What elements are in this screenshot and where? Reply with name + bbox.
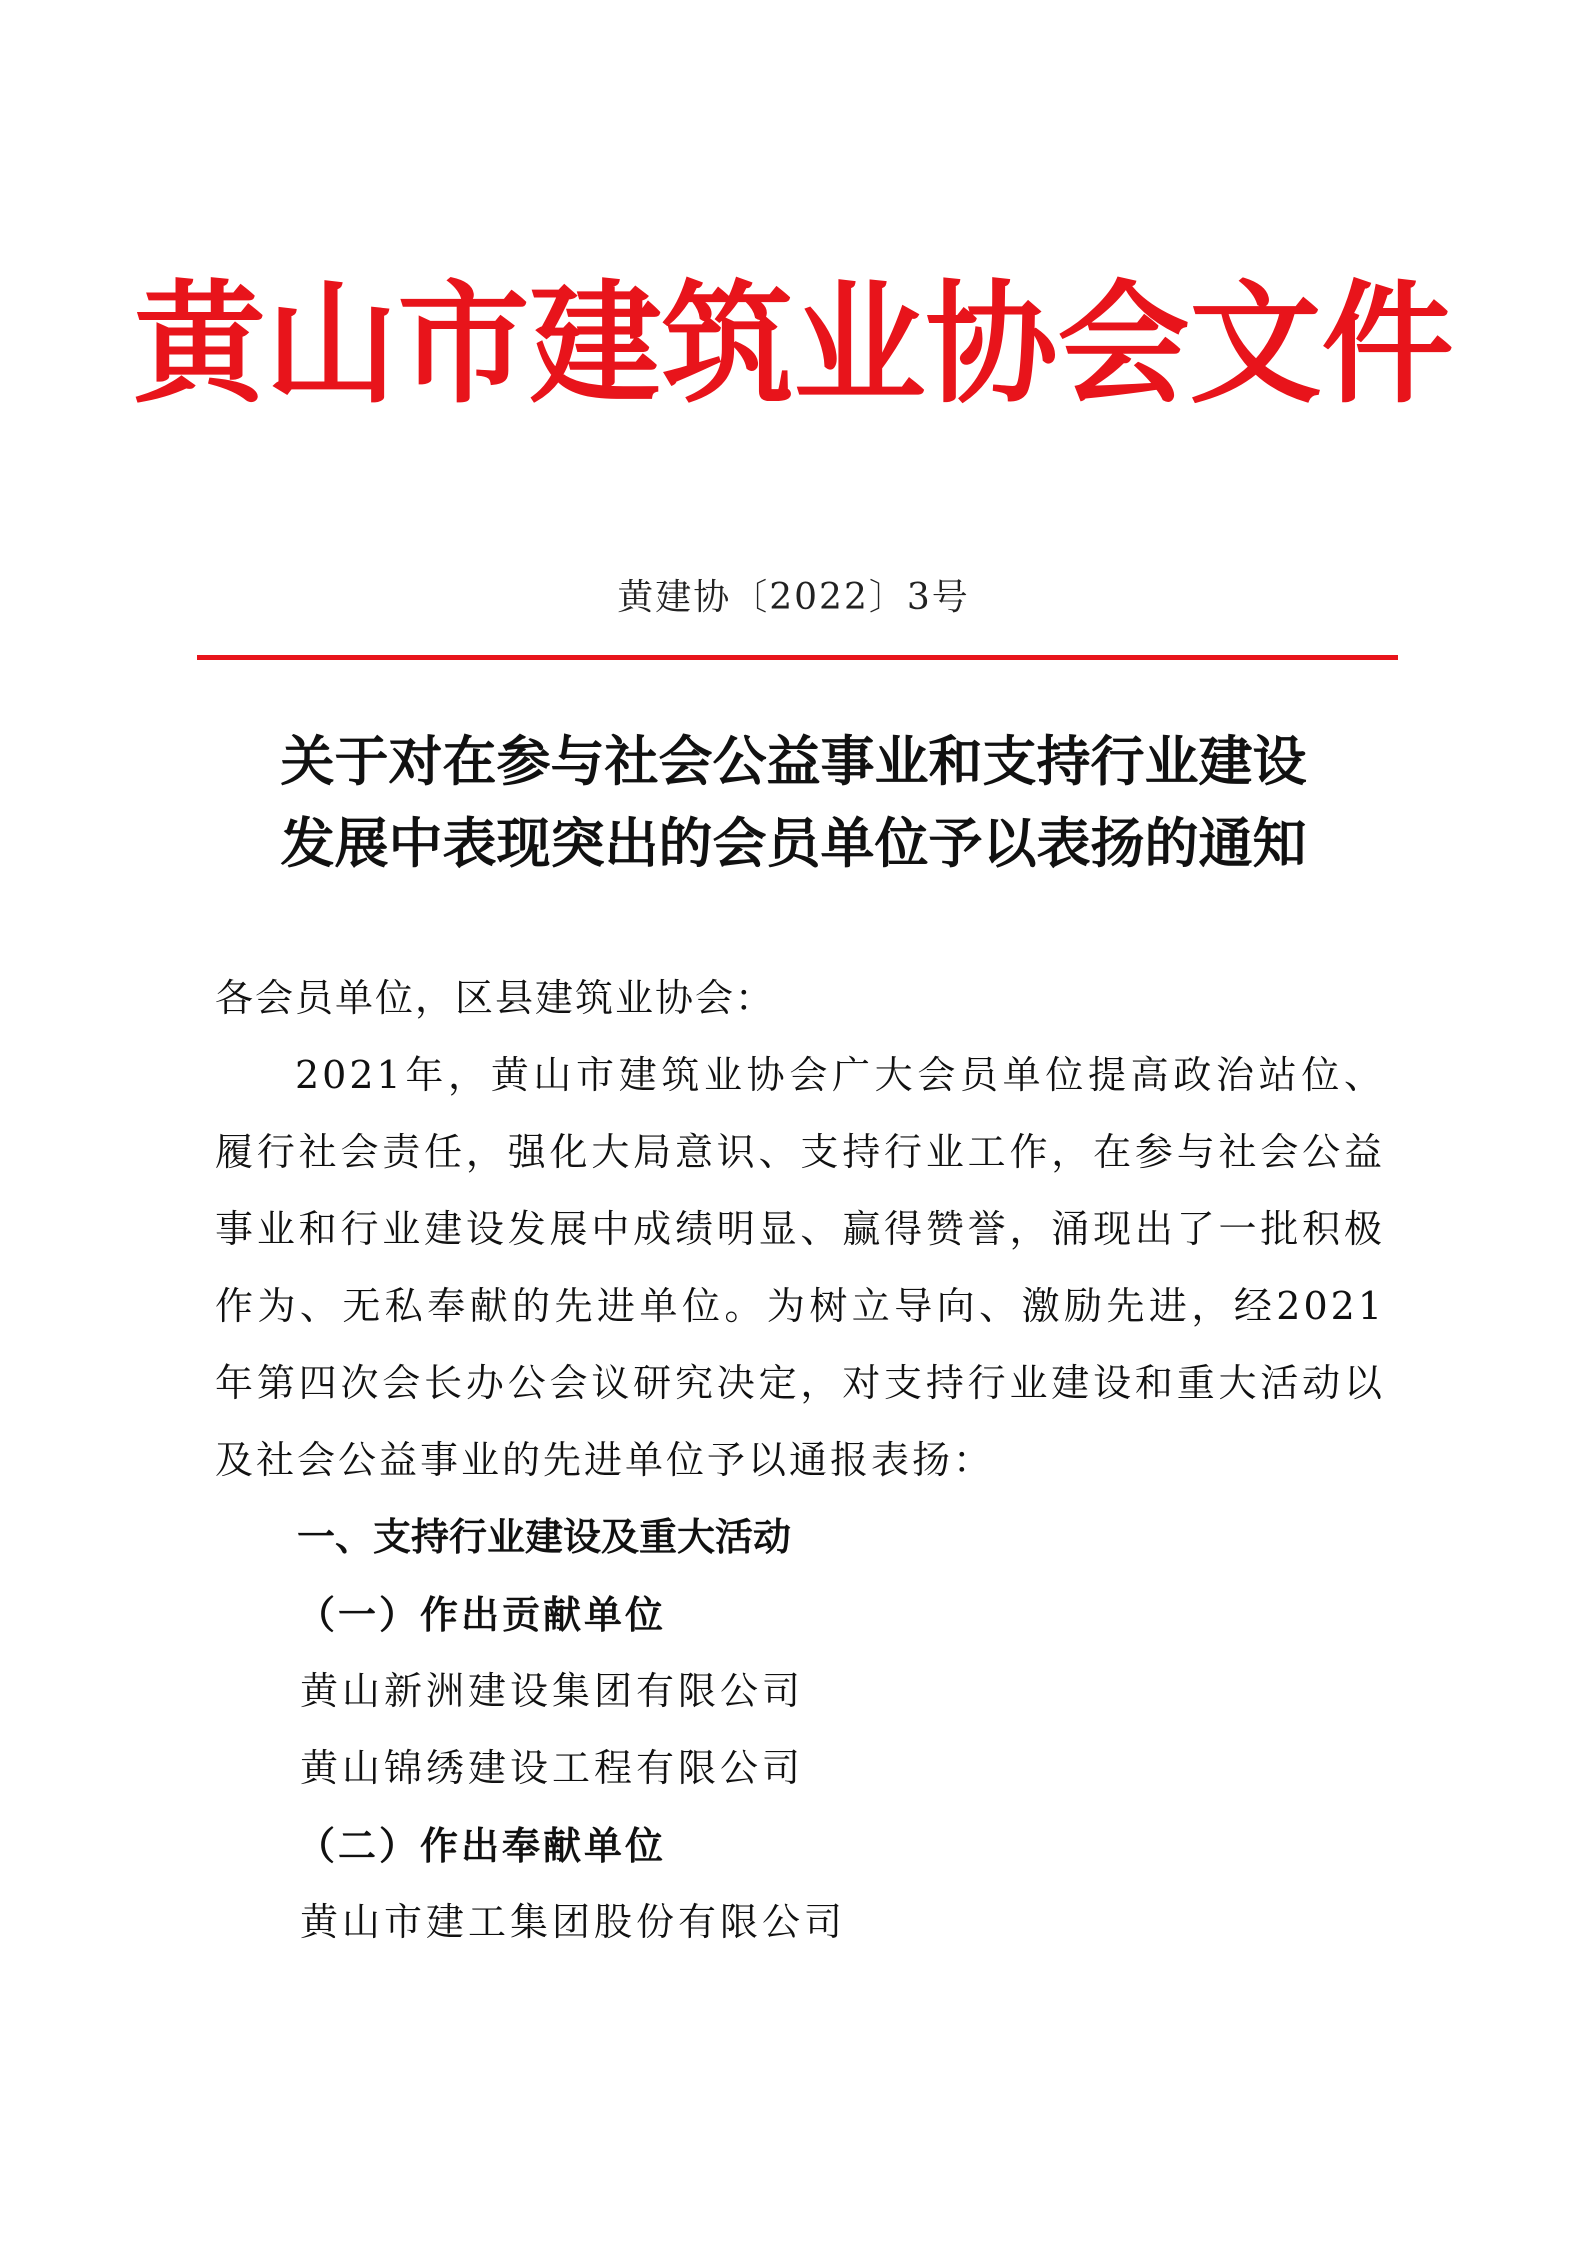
document-body — [215, 960, 1385, 1961]
unit-item: 黄山新洲建设集团有限公司 — [300, 1669, 805, 1713]
salutation: 各会员单位，区县建筑业协会： — [215, 976, 776, 1020]
red-divider-line — [197, 655, 1398, 660]
body-paragraph: 2021年，黄山市建筑业协会广大会员单位提高政治站位、履行社会责任，强化大局意识、支持行业工作，在参与社会公益事业和行业建设发展中成绩明显、赢得赞誉，涌现出了一批积极作为、无私奉献的先进单位。为树立导向、激励先进，经2021年第四次会长办公会议研究决定，对支持行业建设和重大活动以及社会公益事业的先进单位予以通报表扬： — [215, 1053, 1385, 1482]
section-heading-1: 一、支持行业建设及重大活动 — [297, 1515, 792, 1559]
issuer-masthead: 黄山市建筑业协会文件 — [133, 268, 1454, 422]
document-title-line-2: 发展中表现突出的会员单位予以表扬的通知 — [280, 811, 1307, 875]
unit-item: 黄山锦绣建设工程有限公司 — [300, 1746, 805, 1790]
document-title-line-1: 关于对在参与社会公益事业和支持行业建设 — [280, 729, 1307, 793]
document-number: 黄建协〔2022〕3号 — [617, 577, 970, 618]
subsection-heading-contribution: （一）作出贡献单位 — [297, 1592, 667, 1637]
subsection-heading-dedication: （二）作出奉献单位 — [297, 1823, 667, 1868]
unit-item: 黄山市建工集团股份有限公司 — [300, 1900, 847, 1944]
document-title — [150, 720, 1437, 884]
